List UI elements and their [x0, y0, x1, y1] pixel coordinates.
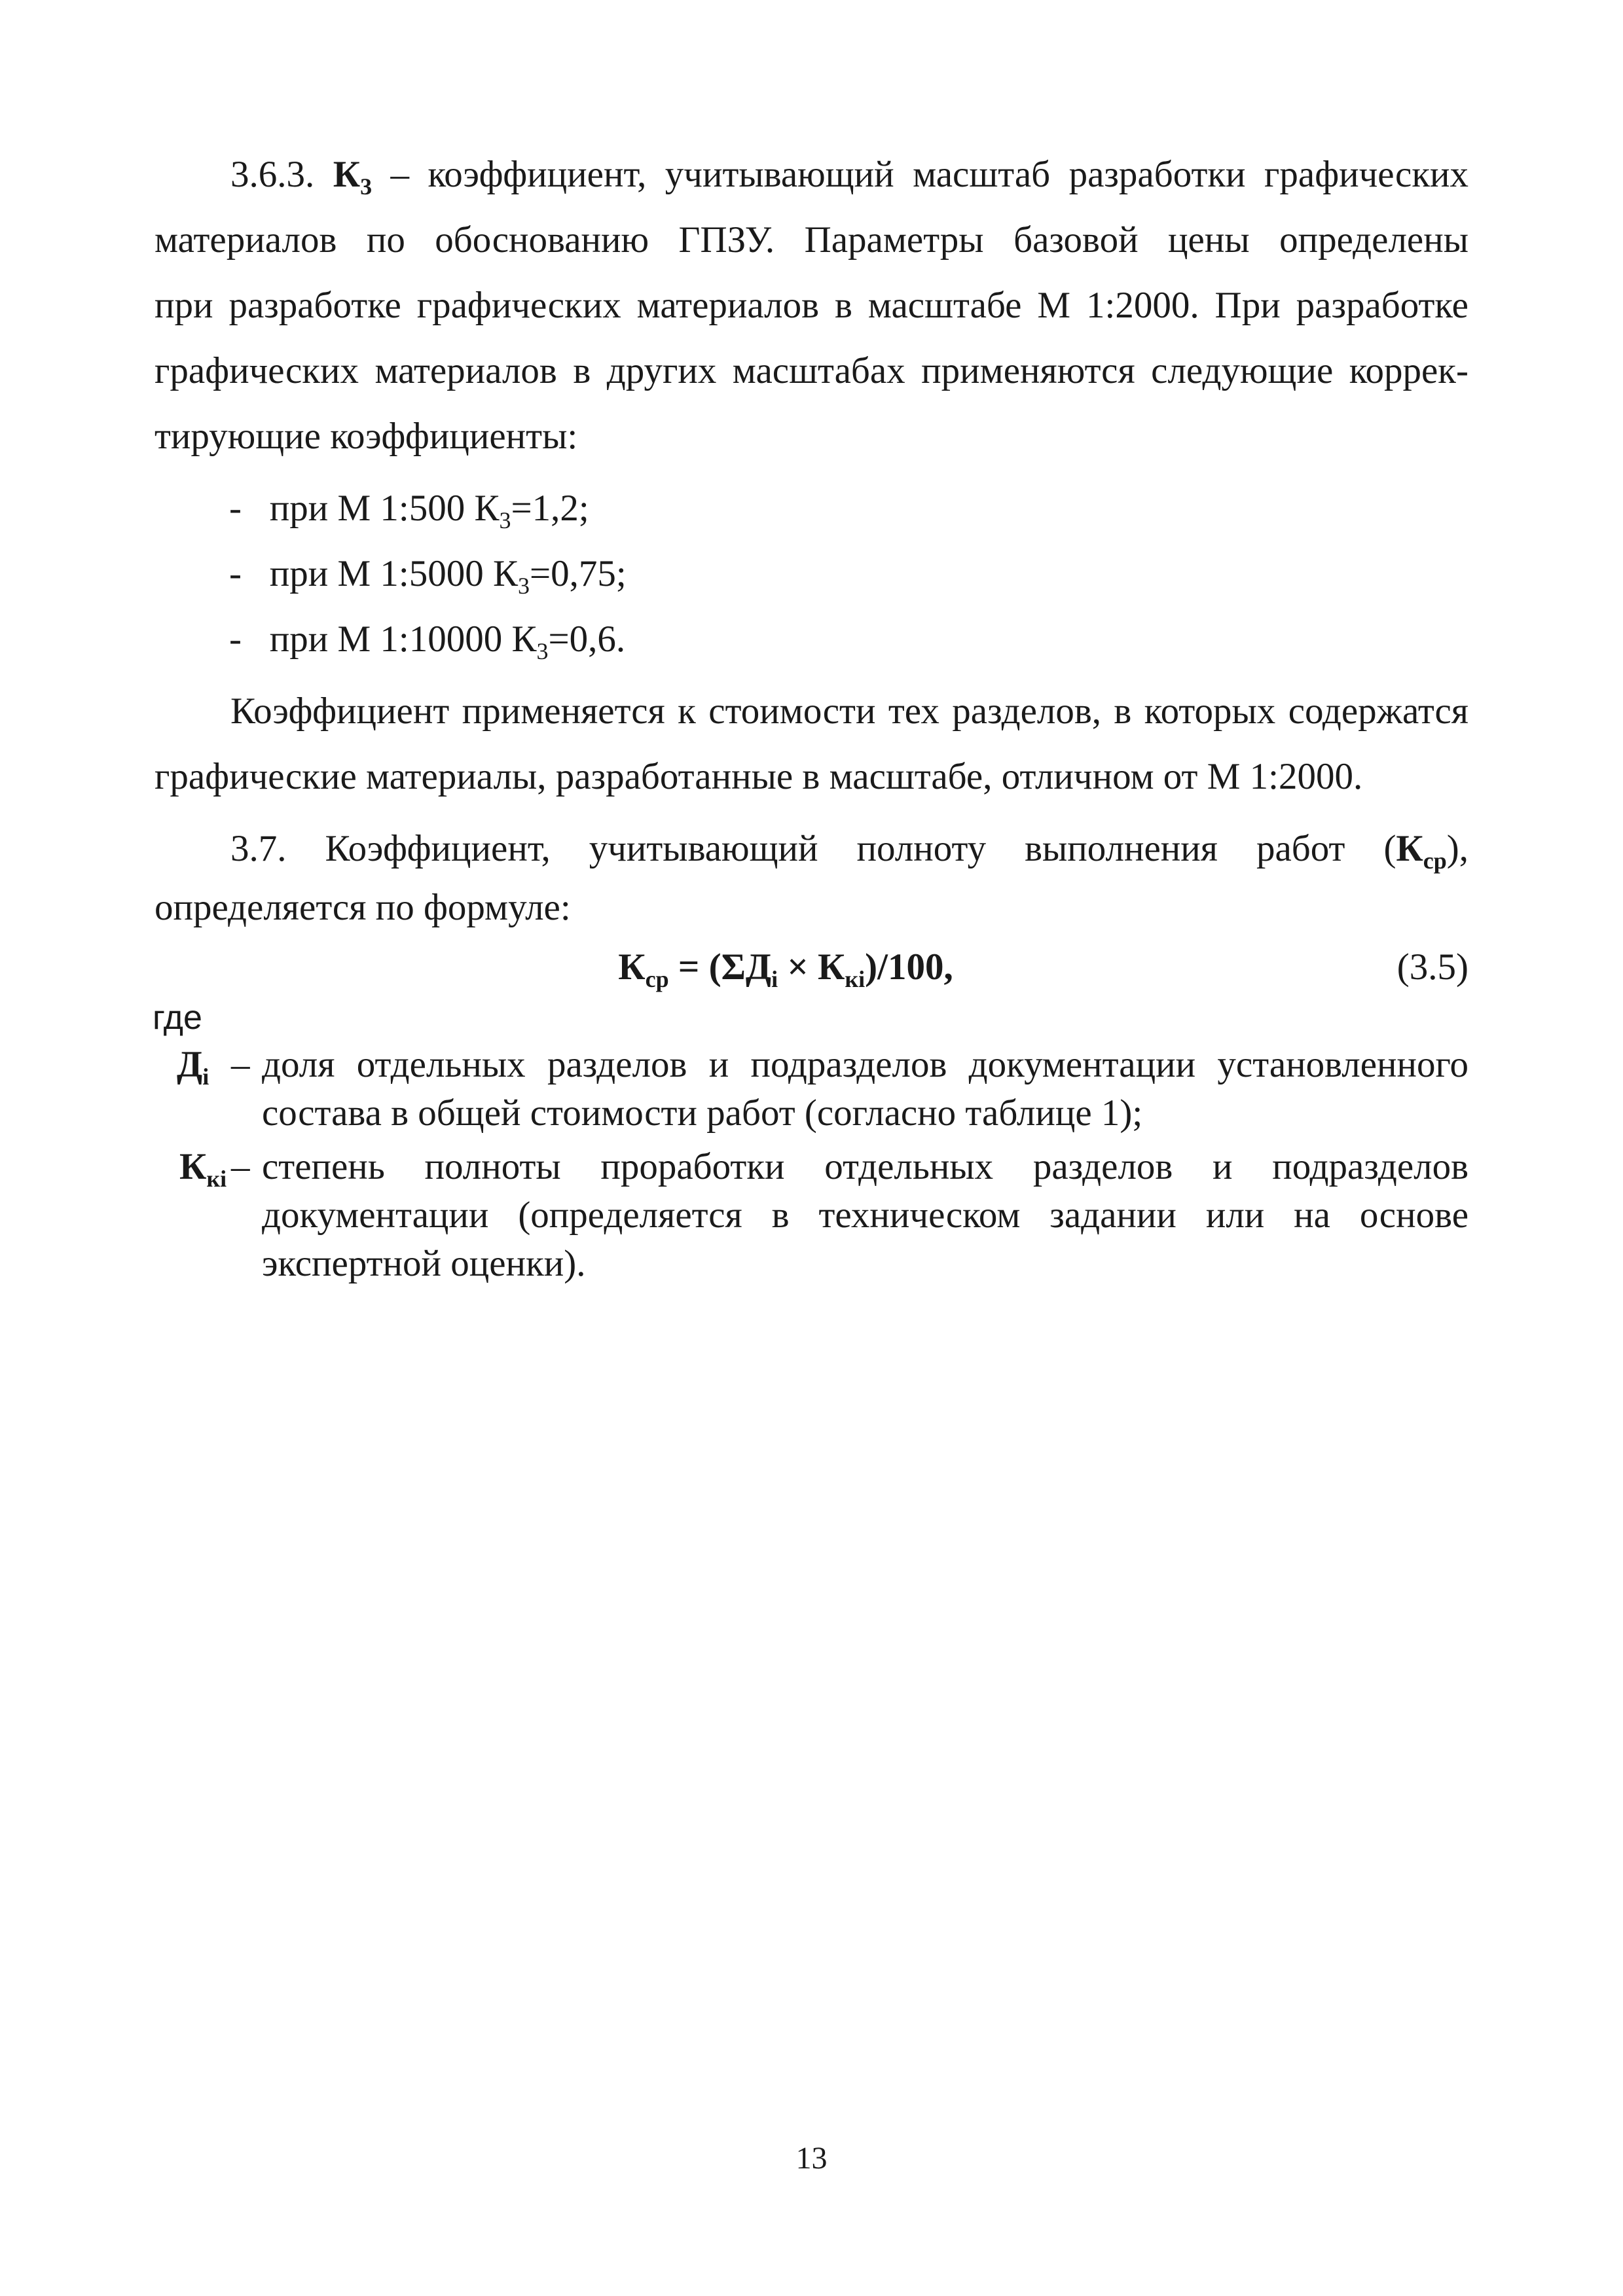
definition-term-kk: $К_{кi}$: [179, 1146, 227, 1192]
page-number: 13: [795, 2141, 828, 2176]
paragraph-363-line-1: 3.6.3. $К_3$ – коэффициент, учитывающий масштаб разработки графических: [230, 154, 1469, 200]
formula-number: (3.5): [1396, 946, 1468, 988]
definition-text-d: – доля отдельных разделов и подразделов документации установленного состава в общей стоимости работ (согласно таблице 1);: [231, 1044, 1468, 1134]
paragraph-37-line-1: 3.7. Коэффициент, учитывающий полноту выполнения работ $(К_{ср})$,: [230, 828, 1468, 874]
paragraph-363-line-2: материалов по обоснованию ГПЗУ. Параметры базовой цены определены: [155, 219, 1468, 260]
bullet-item: - при М 1:500 $К_3=1,2$;: [229, 488, 589, 533]
section-number: 3.6.3.: [230, 154, 315, 195]
paragraph-363-line-3: при разработке графических материалов в масштабе М 1:2000. При разработке: [155, 285, 1468, 326]
coef-ksr: $К_{ср}$: [1396, 828, 1447, 874]
where-label: где: [153, 999, 202, 1037]
coef-k3: $К_3$: [333, 154, 373, 200]
formula: $К_{ср} = (\Sigma Д_i \times К_{кi})/100$,: [618, 946, 953, 992]
paragraph-363-line-4: графических материалов в других масштабах применяются следующие коррек-: [155, 350, 1468, 391]
definition-term-d: $Д_i$: [177, 1044, 210, 1090]
bullet-item: - при М 1:10000 $К_3=0,6$.: [229, 619, 626, 664]
paragraph-apply-line-2: графические материалы, разработанные в масштабе, отличном от М 1:2000.: [155, 756, 1363, 797]
paragraph-363-line-5: тирующие коэффициенты:: [155, 416, 578, 457]
definition-text-kk: – степень полноты проработки отдельных разделов и подразделов документации (определяется в техническом задании или на основе экспертной оценки).: [231, 1146, 1468, 1284]
paragraph-apply-line-1: Коэффициент применяется к стоимости тех разделов, в которых содержатся: [230, 691, 1468, 732]
bullet-item: - при М 1:5000 $К_3=0,75$;: [229, 553, 627, 599]
paragraph-37-line-2: определяется по формуле:: [155, 887, 571, 928]
